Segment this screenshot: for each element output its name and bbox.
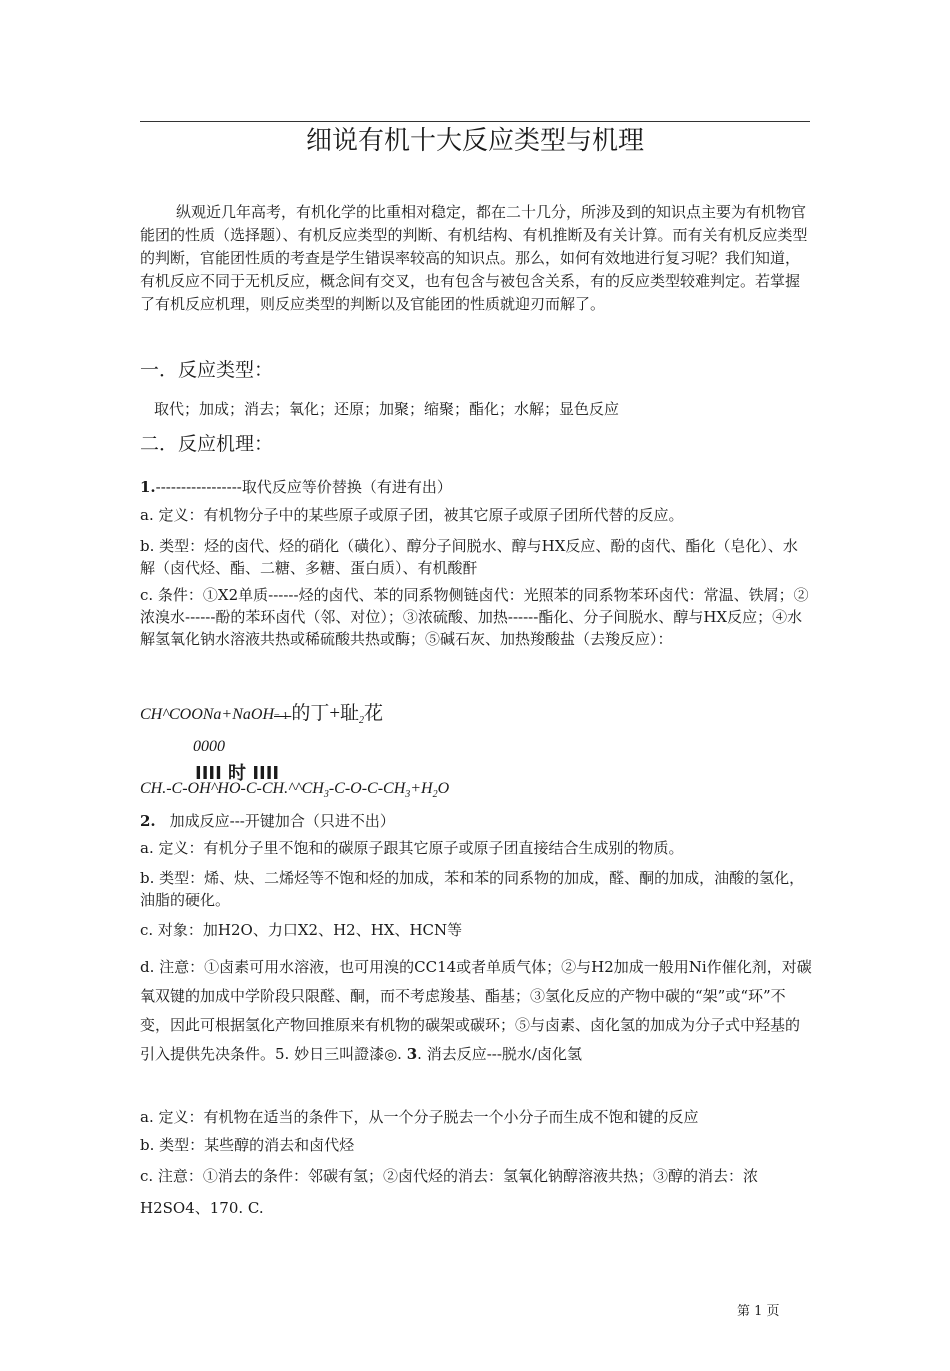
formula-end: 花	[364, 703, 384, 724]
section-heading-reaction-types: 一．反应类型：	[140, 359, 274, 381]
formula-reactants: CH^COONa+NaOH	[140, 706, 275, 723]
addition-targets: c. 对象：加H2O、力口X2、H2、HX、HCN等	[140, 921, 463, 939]
formula-subscript: 2	[359, 715, 365, 727]
substitution-heading	[140, 476, 812, 498]
addition-title: 加成反应---开键加合（只进不出）	[169, 812, 395, 830]
addition-types: b. 类型：烯、炔、二烯烃等不饱和烃的加成，苯和苯的同系物的加成，醛、酮的加成，油酸的氢化，油脂的硬化。	[140, 869, 805, 909]
item-number: 2.	[140, 812, 156, 830]
substitution-conditions: c. 条件：①X2单质------烃的卤代、苯的同系物侧链卤代：光照苯的同系物苯环卤代：常温、铁屑；②浓溴水------酚的苯环卤代（邻、对位）；③浓硫酸、加热------酯化、分子间脱水、醇与HX反应；④水解氢氧化钠水溶液共热或稀硫酸共热或酶；⑤碱石灰、加热羧酸盐（去羧反应）：	[140, 586, 809, 648]
addition-notes	[140, 953, 812, 1069]
intro-paragraph: 纵观近几年高考，有机化学的比重相对稳定，都在二十几分，所涉及到的知识点主要为有机物官能团的性质（选择题）、有机反应类型的判断、有机结构、有机推断及有关计算。而有关有机反应类型的判断，官能团性质的考查是学生错误率较高的知识点。那么，如何有效地进行复习呢？我们知道，有机反应不同于无机反应，概念间有交叉，也有包含与被包含关系，有的反应类型较难判定。若掌握了有机反应机理，则反应类型的判断以及官能团的性质就迎刃而解了。	[140, 203, 808, 313]
elimination-definition: a. 定义：有机物在适当的条件下，从一个分子脱去一个小分子而生成不饱和键的反应	[140, 1108, 699, 1126]
addition-heading	[140, 810, 812, 832]
addition-notes-text: d. 注意：①卤素可用水溶液，也可用溴的CC14或者单质气体；②与H2加成一般用Ni作催化剂，对碳氧双键的加成中学阶段只限醛、酮，而不考虑羧基、酯基；③氢化反应的产物中碳的“架”或“环”不变，因此可根据氢化产物回推原来有机物的碳架或碳环；⑤与卤素、卤化氢的加成为分子式中羟基的引入提供先决条件。5. 妙日三叫證漆◎.	[140, 958, 812, 1063]
item-number: 3	[406, 1045, 418, 1063]
substitution-types: b. 类型：烃的卤代、烃的硝化（磺化）、醇分子间脱水、醇与HX反应、酚的卤代、酯化（皂化）、水解（卤代烃、酯、二糖、多糖、蛋白质）、有机酸酐	[140, 537, 798, 577]
formula-decarboxylation	[140, 698, 383, 726]
formula-bond-marks: IIII 时 IIII	[195, 763, 280, 784]
formula-part: CH.-C-OH^HO-C-CH.^^CH	[140, 780, 324, 797]
formula-subscript: 2	[432, 789, 438, 801]
formula-part: -C-O-C-CH	[328, 780, 406, 797]
formula-arrow: =-1-	[274, 711, 292, 722]
formula-part: O	[437, 780, 450, 797]
section-heading-mechanism: 二．反应机理：	[140, 433, 274, 455]
page-title: 细说有机十大反应类型与机理	[305, 126, 644, 156]
formula-subscript: 3	[323, 789, 329, 801]
formula-esterification	[140, 780, 449, 800]
formula-subscript: 3	[405, 789, 411, 801]
addition-definition: a. 定义：有机分子里不饱和的碳原子跟其它原子或原子团直接结合生成别的物质。	[140, 839, 684, 857]
header-rule	[140, 121, 810, 122]
reaction-types-list: 取代；加成；消去；氧化；还原；加聚；缩聚；酯化；水解；显色反应	[154, 400, 620, 418]
formula-part: +H	[410, 780, 433, 797]
formula-products: 的丁+耻	[291, 703, 360, 724]
substitution-definition: a. 定义：有机物分子中的某些原子或原子团，被其它原子或原子团所代替的反应。	[140, 506, 684, 524]
elimination-notes: c. 注意：①消去的条件：邻碳有氢；②卤代烃的消去：氢氧化钠醇溶液共热；③醇的消去：浓H2SO4、170. C.	[140, 1167, 758, 1217]
elimination-title: . 消去反应---脱水/卤化氢	[417, 1045, 582, 1063]
elimination-types: b. 类型：某些醇的消去和卤代烃	[140, 1136, 355, 1154]
item-number: 1.	[140, 478, 156, 496]
substitution-title: -----------------取代反应等价替换（有进有出）	[155, 478, 452, 496]
page-number: 第 1 页	[737, 1304, 780, 1319]
formula-carbonyl-digits: 0000	[193, 738, 225, 755]
